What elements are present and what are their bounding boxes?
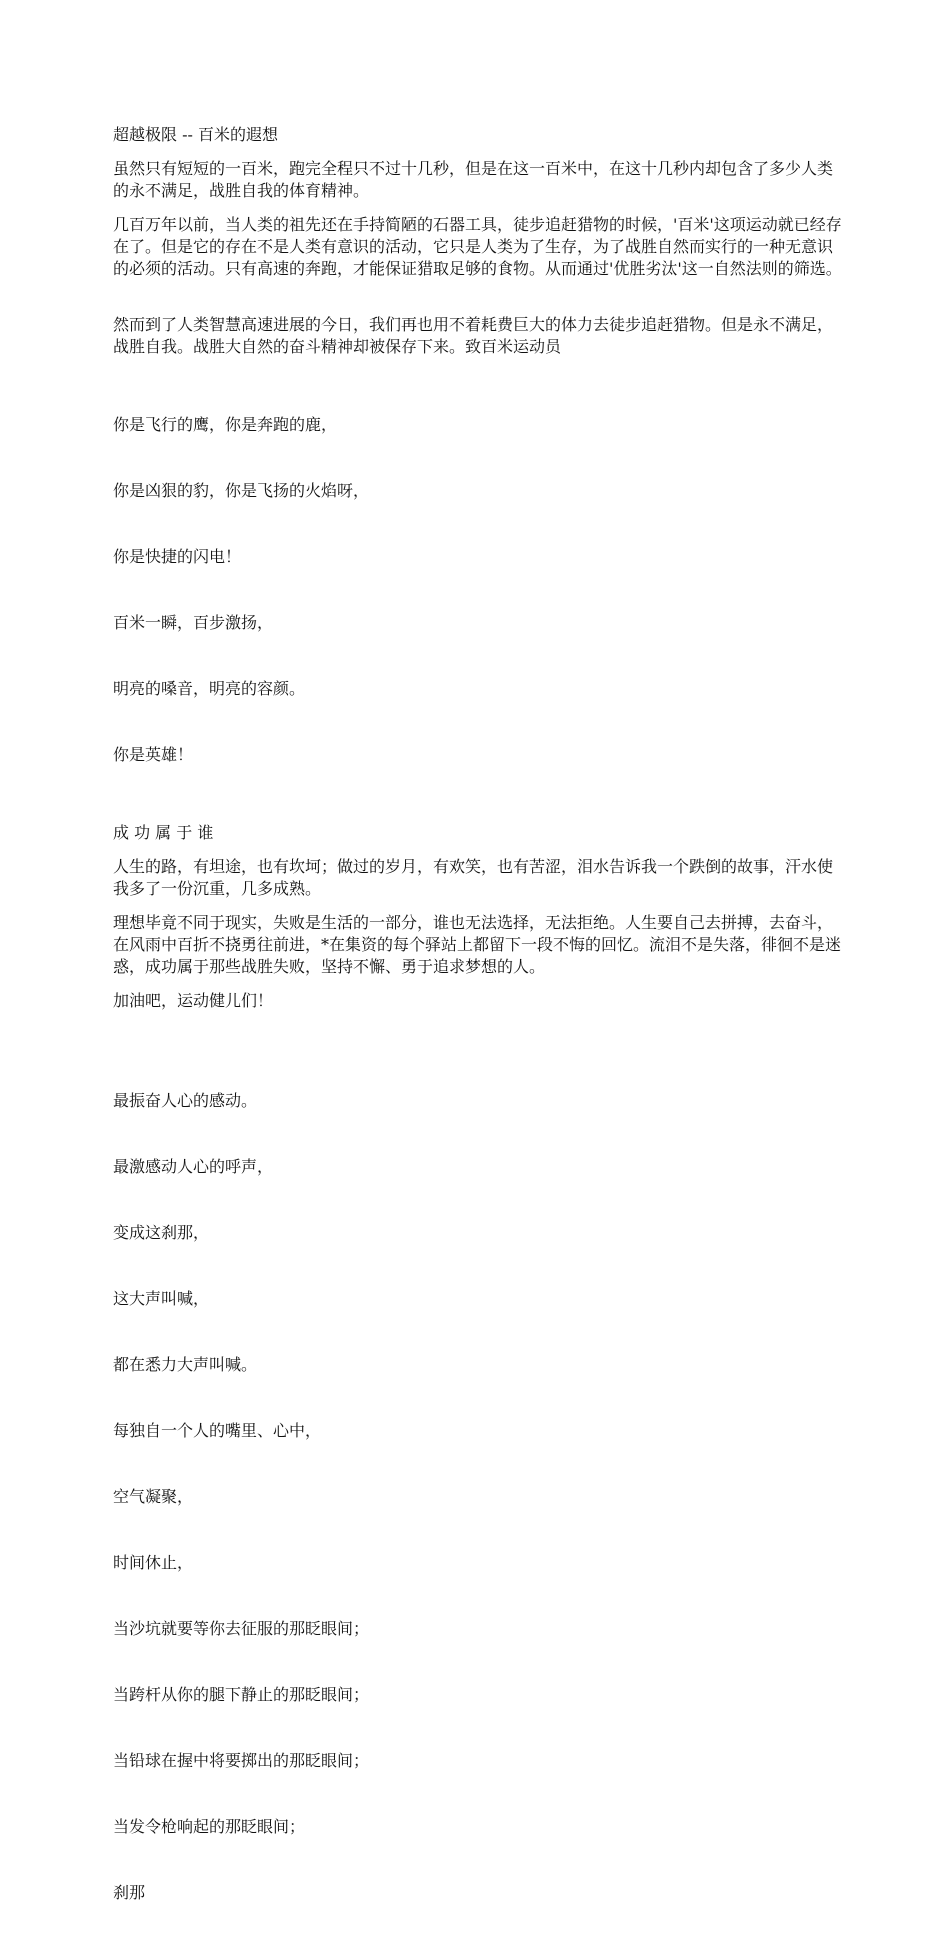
poem-1-line: 你是快捷的闪电！	[113, 547, 242, 566]
paragraph-6: 加油吧，运动健儿们！	[113, 991, 274, 1010]
poem-2-line: 变成这刹那，	[113, 1223, 210, 1242]
paragraph-1: 虽然只有短短的一百米，跑完全程只不过十几秒，但是在这一百米中，在这十几秒内却包含了多少人类的永不满足，战胜自我的体育精神。	[113, 159, 834, 200]
paragraph-3: 然而到了人类智慧高速进展的今日，我们再也用不着耗费巨大的体力去徒步追赶猎物。但是永不满足，战胜自我。战胜大自然的奋斗精神却被保存下来。致百米运动员	[113, 315, 834, 356]
poem-1	[113, 370, 843, 810]
poem-1-line: 你是凶狠的豹，你是飞扬的火焰呀，	[113, 481, 370, 500]
section-heading: 成 功 属 于 谁	[113, 823, 214, 842]
poem-2-line: 当跨杆从你的腿下静止的那眨眼间；	[113, 1685, 370, 1704]
poem-2-line: 这大声叫喊，	[113, 1289, 210, 1308]
poem-2	[113, 1046, 843, 1948]
poem-1-line: 百米一瞬，百步激扬，	[113, 613, 274, 632]
poem-2-line: 最激感动人心的呼声，	[113, 1157, 274, 1176]
poem-2-line: 当发令枪响起的那眨眼间；	[113, 1817, 306, 1836]
poem-2-line: 当铅球在握中将要掷出的那眨眼间；	[113, 1751, 370, 1770]
paragraph-4: 人生的路，有坦途，也有坎坷；做过的岁月，有欢笑，也有苦涩，泪水告诉我一个跌倒的故事，汗水使我多了一份沉重，几多成熟。	[113, 857, 834, 898]
poem-1-line: 你是飞行的鹰，你是奔跑的鹿，	[113, 415, 338, 434]
poem-2-line: 都在悉力大声叫喊。	[113, 1355, 258, 1374]
paragraph-2: 几百万年以前，当人类的祖先还在手持简陋的石器工具，徒步追赶猎物的时候，'百米'这项运动就已经存在了。但是它的存在不是人类有意识的活动，它只是人类为了生存，为了战胜自然而实行的一种无意识的必须的活动。只有高速的奔跑，才能保证猎取足够的食物。从而通过'优胜劣汰'这一自然法则的筛选。	[113, 215, 842, 278]
poem-2-line: 时间休止，	[113, 1553, 194, 1572]
paragraph-5: 理想毕竟不同于现实，失败是生活的一部分，谁也无法选择，无法拒绝。人生要自己去拼搏，去奋斗，在风雨中百折不挠勇往前进，*在集资的每个驿站上都留下一段不悔的回忆。流泪不是失落，徘徊不是迷惑，成功属于那些战胜失败，坚持不懈、勇于追求梦想的人。	[113, 913, 842, 976]
document-title: 超越极限 -- 百米的遐想	[113, 125, 278, 144]
document-page	[113, 124, 843, 1960]
poem-2-line: 当沙坑就要等你去征服的那眨眼间；	[113, 1619, 370, 1638]
poem-2-line: 空气凝聚，	[113, 1487, 194, 1506]
poem-2-line: 每独自一个人的嘴里、心中，	[113, 1421, 322, 1440]
poem-2-line: 最振奋人心的感动。	[113, 1091, 258, 1110]
poem-1-line: 你是英雄！	[113, 745, 194, 764]
poem-2-line: 刹那	[113, 1883, 146, 1902]
poem-1-line: 明亮的嗓音，明亮的容颜。	[113, 679, 306, 698]
